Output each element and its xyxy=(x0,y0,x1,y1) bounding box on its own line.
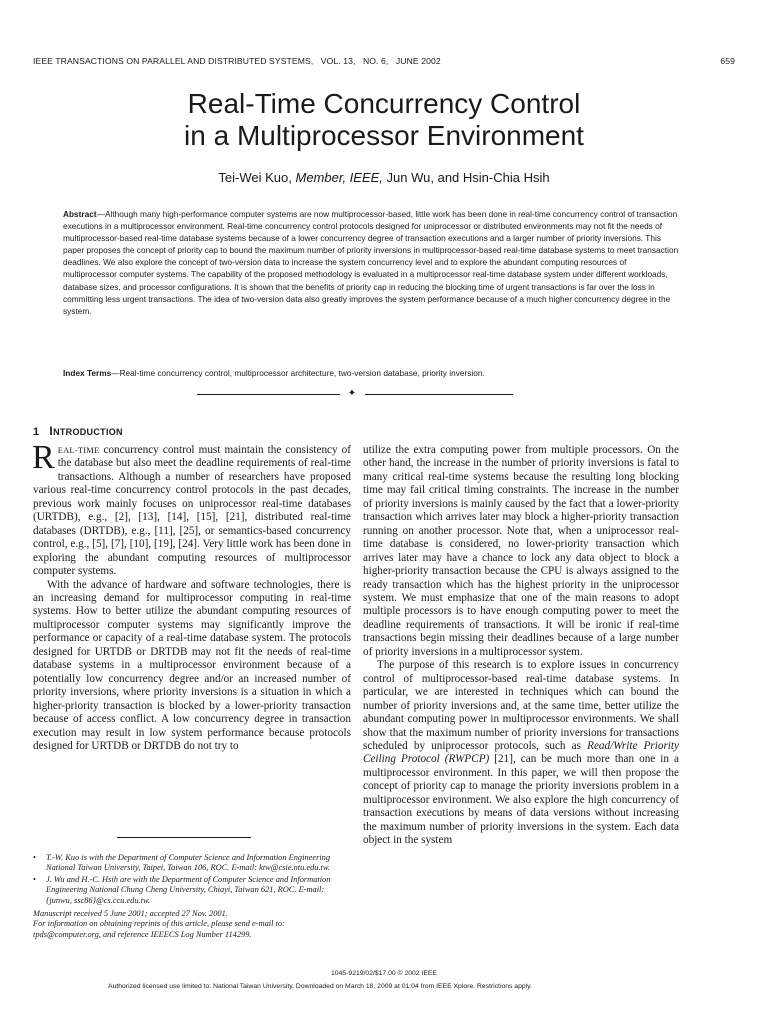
intro-paragraph-2: With the advance of hardware and software technologies, there is an increasing demand for multiprocessor computing in real-time systems. How to better utilize the abundant computing resources of multiprocessor computer systems may significantly improve the performance or capacity of a real-time database system. The protocols designed for URTDB or DRTDB may not fit the needs of real-time database systems in a multiprocessor environment because of a potentially low concurrency degree and/or an increased number of priority inversions, where priority inversions is a situation in which a higher-priority transaction is blocked by a lower-priority transaction because of access conflict. A low concurrency degree in transaction execution may result in low system performance because protocols designed for URTDB or DRTDB do not try to xyxy=(33,578,351,752)
section-title-rest: NTRODUCTION xyxy=(53,427,123,437)
section-divider-right xyxy=(365,394,513,395)
paper-title xyxy=(0,88,768,152)
footnote-2-text: J. Wu and H.-C. Hsih are with the Department of Computer Science and Information Engineering National Chung Cheng University, Chiayi, Taiwan 621, ROC. E-mail: {junwu, ssc86}@cs.ccu.edu.tw. xyxy=(46,874,331,905)
right-paragraph-2 xyxy=(363,659,679,847)
bullet-icon: • xyxy=(33,874,36,884)
footnote-1-text: T.-W. Kuo is with the Department of Computer Science and Information Engineering National Taiwan University, Taipei, Taiwan 106, ROC. E-mail: ktw@csie.ntu.edu.tw. xyxy=(46,853,331,873)
section-number: 1 xyxy=(33,426,40,438)
right-paragraph-2-part-b: [21], can be much more than one in a multiprocessor environment. In this paper, we will then propose the concept of priority cap to manage the priority inversions problem in a multiprocessor environment. We also explore the high concurrency of transaction executions by means of data versions without increasing the maximum number of priority inversions in the system. Each data object in the system xyxy=(363,753,679,847)
issue-date: JUNE 2002 xyxy=(395,56,441,66)
section-title-initial: I xyxy=(49,424,54,438)
title-line-1: Real-Time Concurrency Control xyxy=(187,88,581,119)
index-terms-label: Index Terms xyxy=(63,368,112,378)
running-head xyxy=(33,56,735,66)
footnotes xyxy=(33,853,351,940)
manuscript-dates: Manuscript received 5 June 2001; accepted 27 Nov. 2001. xyxy=(33,909,228,919)
page-number: 659 xyxy=(720,56,735,66)
footnote-affiliation-1 xyxy=(33,853,351,874)
index-terms-text: Real-time concurrency control, multiprocessor architecture, two-version database, priority inversion. xyxy=(119,368,485,378)
author-1: Tei-Wei Kuo, xyxy=(218,170,292,185)
drop-cap: R xyxy=(32,439,55,476)
right-paragraph-1: utilize the extra computing power from multiple processors. On the other hand, the increase in the number of priority inversions is fatal to many critical real-time systems because the resulting long blocking time may fail critical timing constraints. The increase in the number of priority inversions is mainly caused by the fact that a lower-priority transaction which arrives later may block a higher-priority transaction running on another processor. Note that, when a uniprocessor real-time database is considered, no lower-priority transaction which arrives later may have a chance to lock any data object to block a higher-priority transaction because the CPU is always assigned to the ready transaction which has the highest priority in the uniprocessor system. We must emphasize that one of the main reasons to adopt multiple processors is to have enough computing power to meet the deadline requirements of transactions. It will be ironic if real-time transactions begin missing their deadlines because of a large number of priority inversions in a multiprocessor system. xyxy=(363,444,679,658)
section-divider-left xyxy=(197,394,340,395)
issue-number: NO. 6, xyxy=(362,56,389,66)
section-heading xyxy=(33,424,123,438)
abstract-label: Abstract xyxy=(63,209,97,219)
abstract-text: Although many high-performance computer systems are now multiprocessor-based, little work has been done in real-time concurrency control of transaction executions in a multiprocessor environment. Real-time concurrency control protocols designed for uniprocessor or distributed environments may not fit the needs of multiprocessor-based real-time database systems because of a lower concurrency degree of transaction executions and a larger number of priority inversions. This paper proposes the concept of priority cap to bound the maximum number of priority inversions in multiprocessor-based real-time database systems to meet transaction deadlines. We also explore the concept of two-version data to increase the system concurrency level and to explore the abundant computing resources of multiprocessor computer systems. The capability of the proposed methodology is evaluated in a multiprocessor real-time database system under different workloads, database sizes, and processor configurations. It is shown that the benefits of priority cap in reducing the blocking time of urgent transactions is far over the loss in committing less urgent transactions. The idea of two-version data also greatly improves the system performance because of a much higher concurrency degree in the system. xyxy=(63,209,679,316)
author-list xyxy=(0,170,768,185)
license-notice: Authorized licensed use limited to: National Taiwan University. Downloaded on March 18, 2009 at 01:04 from IEEE Xplore. Restrictions apply. xyxy=(108,983,532,990)
intro-paragraph-1 xyxy=(32,439,351,579)
other-authors: Jun Wu, and Hsin-Chia Hsih xyxy=(386,170,550,185)
footnote-rule xyxy=(117,837,251,838)
smallcaps-lead: EAL-TIME xyxy=(57,445,100,455)
abstract-dash: — xyxy=(96,209,105,219)
copyright-line: 1045-9219/02/$17.00 © 2002 IEEE xyxy=(331,970,437,977)
journal-name: IEEE TRANSACTIONS ON PARALLEL AND DISTRIBUTED SYSTEMS, xyxy=(33,56,314,66)
index-terms xyxy=(63,367,681,379)
rwpcp-term: Read/Write Priority Ceiling Protocol (RWPCP) xyxy=(363,739,679,766)
bullet-icon: • xyxy=(33,853,36,862)
right-paragraph-2-part-a: The purpose of this research is to explore issues in concurrency control of multiprocessor-based real-time database systems. In particular, we are interested in techniques which can bound the number of priority inversions and, at the same time, better utilize the abundant computing power in multiprocessor environments. We shall show that the maximum number of priority inversions for transactions scheduled by uniprocessor protocols, such as xyxy=(363,659,679,752)
index-terms-dash: — xyxy=(111,368,120,378)
reprint-info: For information on obtaining reprints of this article, please send e-mail to: tpds@computer.org, and reference IEEECS Log Number 114299. xyxy=(33,919,285,939)
abstract xyxy=(63,208,681,317)
right-column xyxy=(363,444,679,848)
left-column xyxy=(32,439,351,753)
volume: VOL. 13, xyxy=(320,56,356,66)
divider-diamond-icon: ✦ xyxy=(347,388,357,399)
footnote-affiliation-2 xyxy=(33,875,351,906)
author-1-membership: Member, IEEE, xyxy=(295,170,383,185)
intro-paragraph-1-text: concurrency control must maintain the consistency of the database but also meet the deadline requirements of real-time transactions. Although a number of researchers have proposed various real-time concurrency control protocols in the past decades, previous work mainly focuses on uniprocessor real-time databases (URTDB), e.g., [2], [13], [14], [15], [21], distributed real-time databases (DRTDB), e.g., [11], [25], or semantics-based concurrency control, e.g., [5], [7], [10], [19], [24]. Very little work has been done in exploring the abundant computing resources of multiprocessor computer systems. xyxy=(33,444,351,578)
title-line-2: in a Multiprocessor Environment xyxy=(184,120,584,151)
